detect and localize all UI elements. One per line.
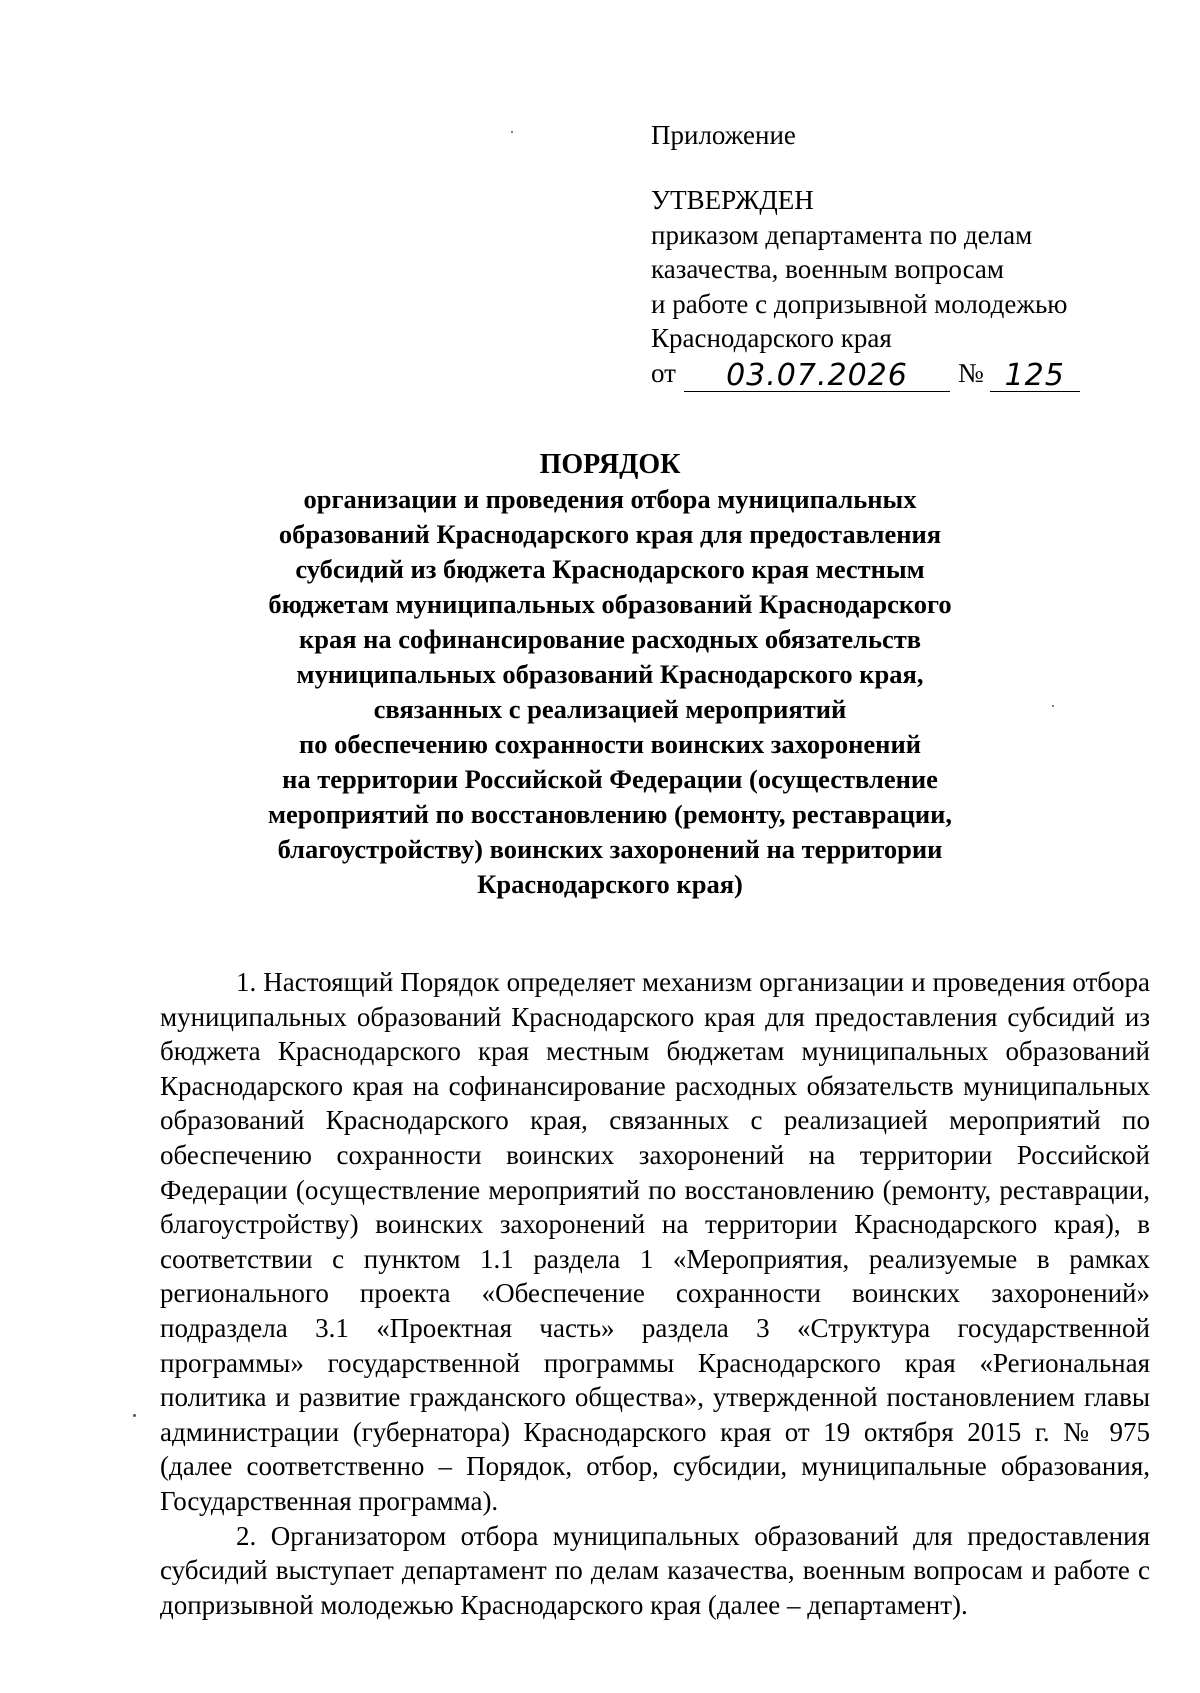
scan-speck	[133, 1414, 136, 1417]
appendix-label: Приложение	[651, 120, 796, 150]
title-line: благоустройству) воинских захоронений на территории	[277, 834, 943, 864]
approved-line: Краснодарского края	[651, 323, 892, 353]
approved-title: УТВЕРЖДЕН	[651, 185, 814, 215]
handwritten-number: 125	[990, 361, 1080, 392]
scan-speck	[511, 131, 513, 133]
handwritten-date: 03.07.2026	[684, 361, 950, 392]
title-line: по обеспечению сохранности воинских захоронений	[299, 729, 921, 759]
title-line: муниципальных образований Краснодарского края,	[296, 659, 924, 689]
approved-line: приказом департамента по делам	[651, 219, 1033, 250]
number-sign: №	[957, 357, 984, 388]
title-line: субсидий из бюджета Краснодарского края местным	[295, 554, 925, 584]
paragraph-1: 1. Настоящий Порядок определяет механизм организации и проведения отбора муниципальных образований Краснодарского края для предоставления субсидий из бюджета Краснодарского края местным бюджетам муниципальных образований Краснодарского края на софинансирование расходных обязательств муниципальных образований Краснодарского края, связанных с реализацией мероприятий по обеспечению сохранности воинских захоронений на территории Российской Федерации (осуществление мероприятий по восстановлению (ремонту, реставрации, благоустройству) воинских захоронений на территории Краснодарского края), в соответствии с пунктом 1.1 раздела 1 «Мероприятия, реализуемые в рамках регионального проекта «Обеспечение сохранности воинских захоронений» подраздела 3.1 «Проектная часть» раздела 3 «Структура государственной программы» государственной программы Краснодарского края «Региональная политика и развитие гражданского общества», утвержденной постановлением главы администрации (губернатора) Краснодарского края от 19 октября 2015 г. № 975 (далее соответственно – Порядок, отбор, субсидии, муниципальные образования, Государственная программа).	[160, 967, 1150, 1516]
title-line: на территории Российской Федерации (осуществление	[282, 764, 938, 794]
document-title	[250, 447, 970, 902]
paragraph-2: 2. Организатором отбора муниципальных образований для предоставления субсидий выступает департамент по делам казачества, военным вопросам и работе с допризывной молодежью Краснодарского края (далее – департамент).	[160, 1520, 1150, 1620]
title-line: связанных с реализацией мероприятий	[373, 694, 847, 724]
title-line: Краснодарского края)	[477, 869, 743, 899]
title-heading: ПОРЯДОК	[539, 449, 681, 480]
approved-line: казачества, военным вопросам	[651, 254, 1004, 284]
title-line: организации и проведения отбора муниципальных	[303, 484, 917, 514]
title-line: края на софинансирование расходных обязательств	[298, 624, 922, 654]
approved-line: и работе с допризывной молодежью	[651, 288, 1068, 319]
title-line: образований Краснодарского края для предоставления	[278, 519, 942, 549]
title-line: мероприятий по восстановлению (ремонту, реставрации,	[267, 799, 953, 829]
title-line: бюджетам муниципальных образований Краснодарского	[268, 589, 952, 619]
scan-speck	[1052, 705, 1054, 707]
document-body	[160, 965, 1150, 1622]
date-prefix: от	[651, 357, 676, 388]
order-date-line	[651, 356, 1080, 391]
approval-block	[651, 183, 1080, 393]
